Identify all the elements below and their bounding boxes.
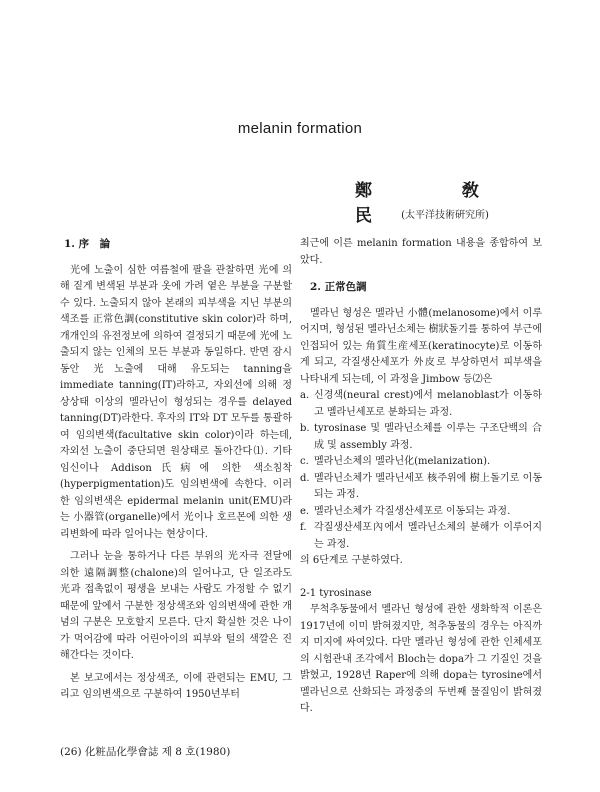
list-item: d. 멜라닌소체가 멜라닌세포 核주위에 樹上돌기로 이동되는 과정.: [300, 472, 542, 500]
paragraph: 최근에 이른 melanin formation 내용을 종합하여 보았다.: [300, 238, 542, 266]
paragraph: 光에 노출이 심한 여름철에 팔을 관찰하면 光에 의해 짙게 변색된 부분과 옷에 가려 옅은 부분을 구분할 수 있다. 노출되지 않아 본래의 피부색을 지닌 부분의 색조를 正常色調(constitutive skin color)라 하며, 개개인의 유전정보에 의하여 결정되기 때문에 光에 노출되지 않는 인체의 모든 부분과 동일하다. 반면 잠시 동안 光노출에 대해 유도되는 tanning을 immediate tanning(IT)라하고, 자외선에 의해 정상상태 이상의 멜라닌이 형성되는 경우를 delayed tanning(DT)라한다. 후자의 IT와 DT 모두를 통괄하여 임의변색(facultative skin color)이라 하는데, 자외선 노출이 중단되면 원상태로 돌아간다⑴. 기타 임신이나 Addison氏病에 의한 색소침착(hyperpigmentation)도 임의변색에 속한다. 이러한 임의변색은 epidermal melanin unit(EMU)라는 小器管(organelle)에서 光이나 호르몬에 의한 생리변화에 따라 일어나는 현상이다.: [60, 264, 292, 540]
paragraph: 무척추동물에서 멜라닌 형성에 관한 생화학적 이론은 1917년에 이미 밝혀졌지만, 척추동물의 경우는 아직까지 미지에 싸여있다. 다만 멜라닌 형성에 관한 인체세포의 시험관내 조각에서 Bloch는 dopa가 그 기질인 것을 밝혔고, 1928년 Raper에 의해 dopa는 tyrosine에서 멜라닌으로 산화되는 과정중의 두번째 물질임이 밝혀졌다.: [300, 604, 542, 714]
paragraph: 그러나 눈을 통하거나 다른 부위의 光자극 전달에 의한 遠隔調整(chalone)의 일어나고, 단 일조라도 光과 접촉없이 평생을 보내는 사람도 가정할 수 없기 때문에 앞에서 구분한 정상색조와 임의변색에 관한 개념의 구분은 모호할지 모른다. 단지 확실한 것은 나이가 먹어감에 따라 어린아이의 피부와 털의 색깔은 진해간다는 것이다.: [60, 551, 292, 661]
paragraph: 본 보고에서는 정상색조, 이에 관련되는 EMU, 그리고 임의변색으로 구분하여 1950년부터: [60, 672, 292, 700]
list-item: c. 멜라닌소체의 멜라닌化(melanization).: [300, 456, 491, 467]
section-heading-introduction: 1. 序 論: [64, 238, 111, 250]
list-item: b. tyrosinase 및 멜라닌소체를 이루는 구조단백의 合成 및 assembly 과정.: [300, 423, 542, 451]
list-item: f. 각질생산세포內에서 멜라닌소체의 분해가 이루어지는 과정.: [300, 522, 542, 550]
page-footer: (26) 化粧品化學會誌 제 8 호(1980): [60, 746, 231, 758]
author-affiliation: (太平洋技術硏究所): [401, 210, 489, 221]
list-item: a. 신경색(neural crest)에서 melanoblast가 이동하고 멜라닌세포로 분화되는 과정.: [300, 390, 542, 418]
paragraph: 멜라닌 형성은 멜라닌 小體(melanosome)에서 이루어지며, 형성된 멜라닌소체는 樹狀돌기를 통하여 부근에 인접되어 있는 角質生産세포(keratinocyte)로 이동하게 되고, 각질생산세포가 外皮로 부상하면서 피부색을 나타내게 되는데, 이 과정을 Jimbow 등⑵은: [300, 307, 542, 385]
article-title: melanin formation: [237, 120, 363, 137]
subsection-heading-tyrosinase: 2-1 tyrosinase: [300, 587, 372, 599]
left-column: [60, 236, 292, 704]
right-column: [300, 236, 542, 718]
process-steps-list: [300, 388, 542, 553]
section-heading-normal-color: 2. 正常色調: [310, 281, 367, 293]
paragraph: 의 6단계로 구분하였다.: [300, 555, 403, 566]
author-name: 鄭 敎 民: [355, 181, 521, 226]
list-item: e. 멜라닌소체가 각질생산세포로 이동되는 과정.: [300, 505, 511, 517]
